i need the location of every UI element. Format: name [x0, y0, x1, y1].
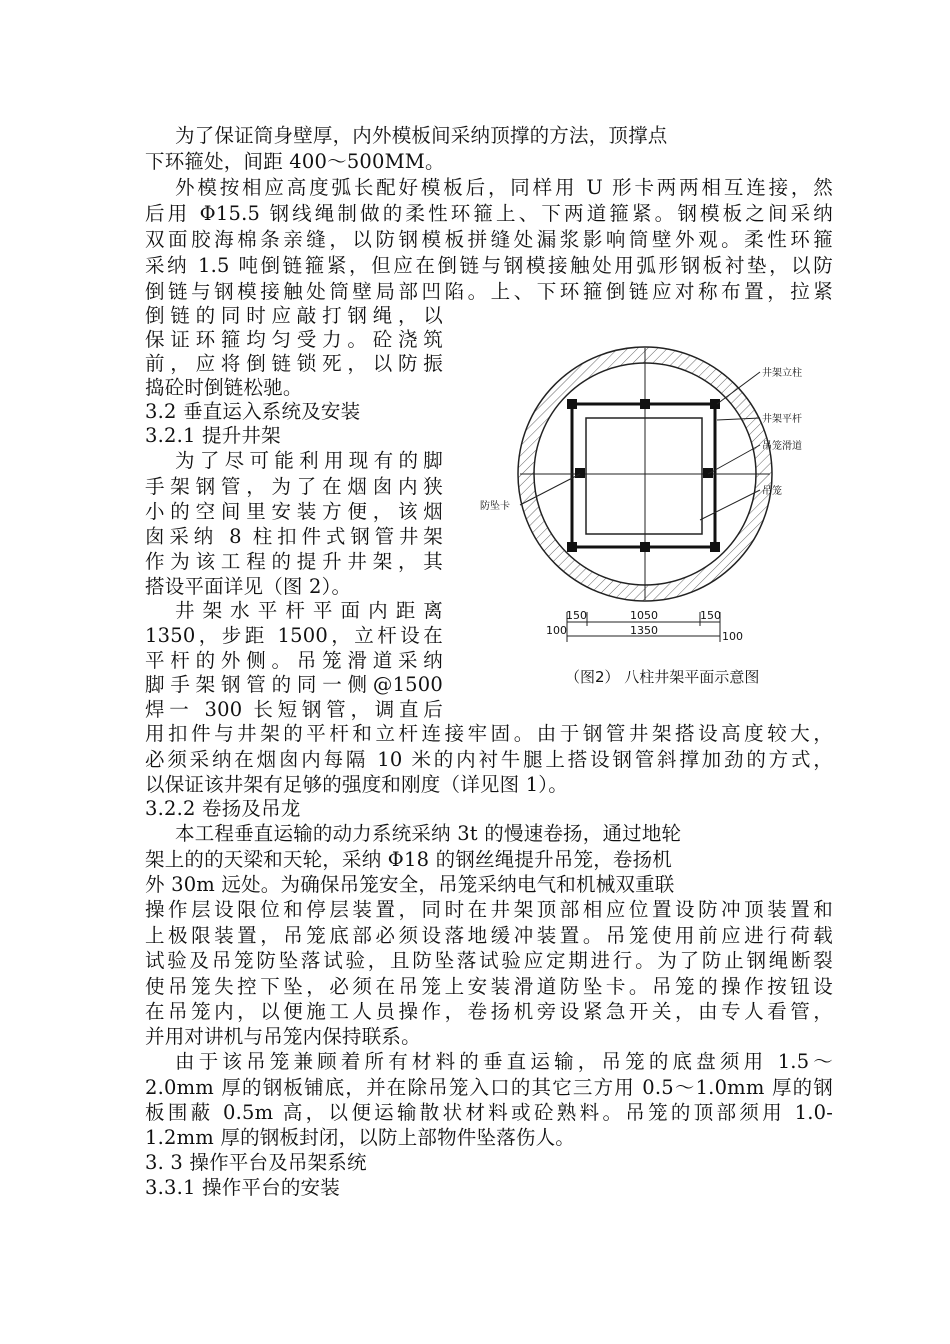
section-heading: 3.3.1 操作平台的安装 — [145, 1176, 340, 1199]
derrick-frame — [572, 404, 715, 547]
text-line: 倒链的同时应敲打钢绳，以 — [145, 304, 443, 327]
text-line: 为了尽可能利用现有的脚 — [175, 449, 443, 472]
text-line: 用扣件与井架的平杆和立杆连接牢固。由于钢管井架搭设高度较大， — [145, 722, 833, 745]
dim-100-right: 100 — [722, 630, 743, 643]
text-line: 小的空间里安装方便，该烟 — [145, 500, 443, 523]
text-line: 以保证该井架有足够的强度和刚度（详见图 1）。 — [145, 773, 568, 796]
section-heading: 3.2 垂直运入系统及安装 — [145, 400, 361, 423]
text-line: 囱采纳 8 柱扣件式钢管井架 — [145, 525, 443, 548]
derrick-plan-figure — [478, 298, 830, 698]
text-line: 搭设平面详见（图 2）。 — [145, 575, 352, 598]
text-line: 试验及吊笼防坠落试验，且防坠落试验应定期进行。为了防止钢绳断裂 — [145, 949, 833, 972]
text-line: 双面胶海棉条亲缝，以防钢模板拼缝处漏浆影响筒壁外观。柔性环箍 — [145, 228, 833, 251]
figure-caption: （图2） 八柱井架平面示意图 — [565, 668, 760, 686]
section-heading: 3. 3 操作平台及吊架系统 — [145, 1151, 367, 1174]
label-beam: 井架平杆 — [762, 414, 802, 425]
text-line: 上极限装置，吊笼底部必须设落地缓冲装置。吊笼使用前应进行荷载 — [145, 924, 833, 947]
text-line: 1.2mm 厚的钢板封闭，以防上部物件坠落伤人。 — [145, 1126, 575, 1149]
text-line: 倒链与钢模接触处筒壁局部凹陷。上、下环箍倒链应对称布置，拉紧 — [145, 280, 833, 303]
text-line: 架上的的天梁和天轮，采纳 Φ18 的钢丝绳提升吊笼，卷扬机 — [145, 848, 672, 871]
text-line: 必须采纳在烟囱内每隔 10 米的内衬牛腿上搭设钢管斜撑加劲的方式， — [145, 748, 833, 771]
text-line: 后用 Φ15.5 钢线绳制做的柔性环箍上、下两道箍紧。钢模板之间采纳 — [145, 202, 833, 225]
section-heading: 3.2.1 提升井架 — [145, 424, 281, 447]
text-line: 捣砼时倒链松驰。 — [145, 376, 303, 399]
text-line: 焊一 300 长短钢管，调直后 — [145, 698, 443, 721]
text-line: 井架水平杆平面内距离 — [175, 599, 443, 622]
text-line: 作为该工程的提升井架，其 — [145, 550, 443, 573]
text-line: 外模按相应高度弧长配好模板后，同样用 U 形卡两两相互连接，然 — [175, 176, 833, 199]
text-line: 板围蔽 0.5m 高，以便运输散状材料或砼熟料。吊笼的顶部须用 1.0- — [145, 1101, 833, 1124]
label-fall-stop: 防坠卡 — [480, 501, 510, 512]
dim-150-right: 150 — [700, 609, 721, 622]
text-line: 前，应将倒链锁死，以防振 — [145, 352, 443, 375]
text-line: 1350，步距 1500，立杆设在 — [145, 624, 443, 647]
text-line: 并用对讲机与吊笼内保持联系。 — [145, 1025, 421, 1048]
label-rail: 吊笼滑道 — [762, 441, 802, 452]
dim-150-left: 150 — [566, 609, 587, 622]
text-line: 在吊笼内，以便施工人员操作，卷扬机旁设紧急开关，由专人看管， — [145, 1000, 833, 1023]
text-line: 由于该吊笼兼顾着所有材料的垂直运输，吊笼的底盘须用 1.5～ — [175, 1050, 833, 1073]
text-line: 2.0mm 厚的钢板铺底，并在除吊笼入口的其它三方用 0.5～1.0mm 厚的钢 — [145, 1076, 833, 1099]
text-line: 平杆的外侧。吊笼滑道采纳 — [145, 649, 443, 672]
text-line: 脚手架钢管的同一侧@1500 — [145, 673, 443, 696]
text-line: 保证环箍均匀受力。砼浇筑 — [145, 328, 443, 351]
text-line: 本工程垂直运输的动力系统采纳 3t 的慢速卷扬，通过地轮 — [175, 822, 682, 845]
section-heading: 3.2.2 卷扬及吊龙 — [145, 797, 301, 820]
label-cage: 吊笼 — [762, 486, 782, 497]
label-post: 井架立柱 — [762, 368, 802, 379]
dim-1050: 1050 — [630, 609, 658, 622]
derrick-posts — [567, 399, 720, 552]
text-line: 操作层设限位和停层装置，同时在井架顶部相应位置设防冲顶装置和 — [145, 898, 833, 921]
dim-1350: 1350 — [630, 624, 658, 637]
text-line: 下环箍处，间距 400～500MM。 — [145, 150, 445, 173]
cage-outline — [586, 418, 702, 534]
text-line: 外 30m 远处。为确保吊笼安全，吊笼采纳电气和机械双重联 — [145, 873, 675, 896]
text-line: 使吊笼失控下坠，必须在吊笼上安装滑道防坠卡。吊笼的操作按钮设 — [145, 975, 833, 998]
text-line: 为了保证筒身壁厚，内外模板间采纳顶撑的方法，顶撑点 — [175, 124, 668, 147]
text-line: 采纳 1.5 吨倒链箍紧，但应在倒链与钢模接触处用弧形钢板衬垫，以防 — [145, 254, 833, 277]
text-line: 手架钢管，为了在烟囱内狭 — [145, 475, 443, 498]
dim-100-left: 100 — [546, 624, 567, 637]
